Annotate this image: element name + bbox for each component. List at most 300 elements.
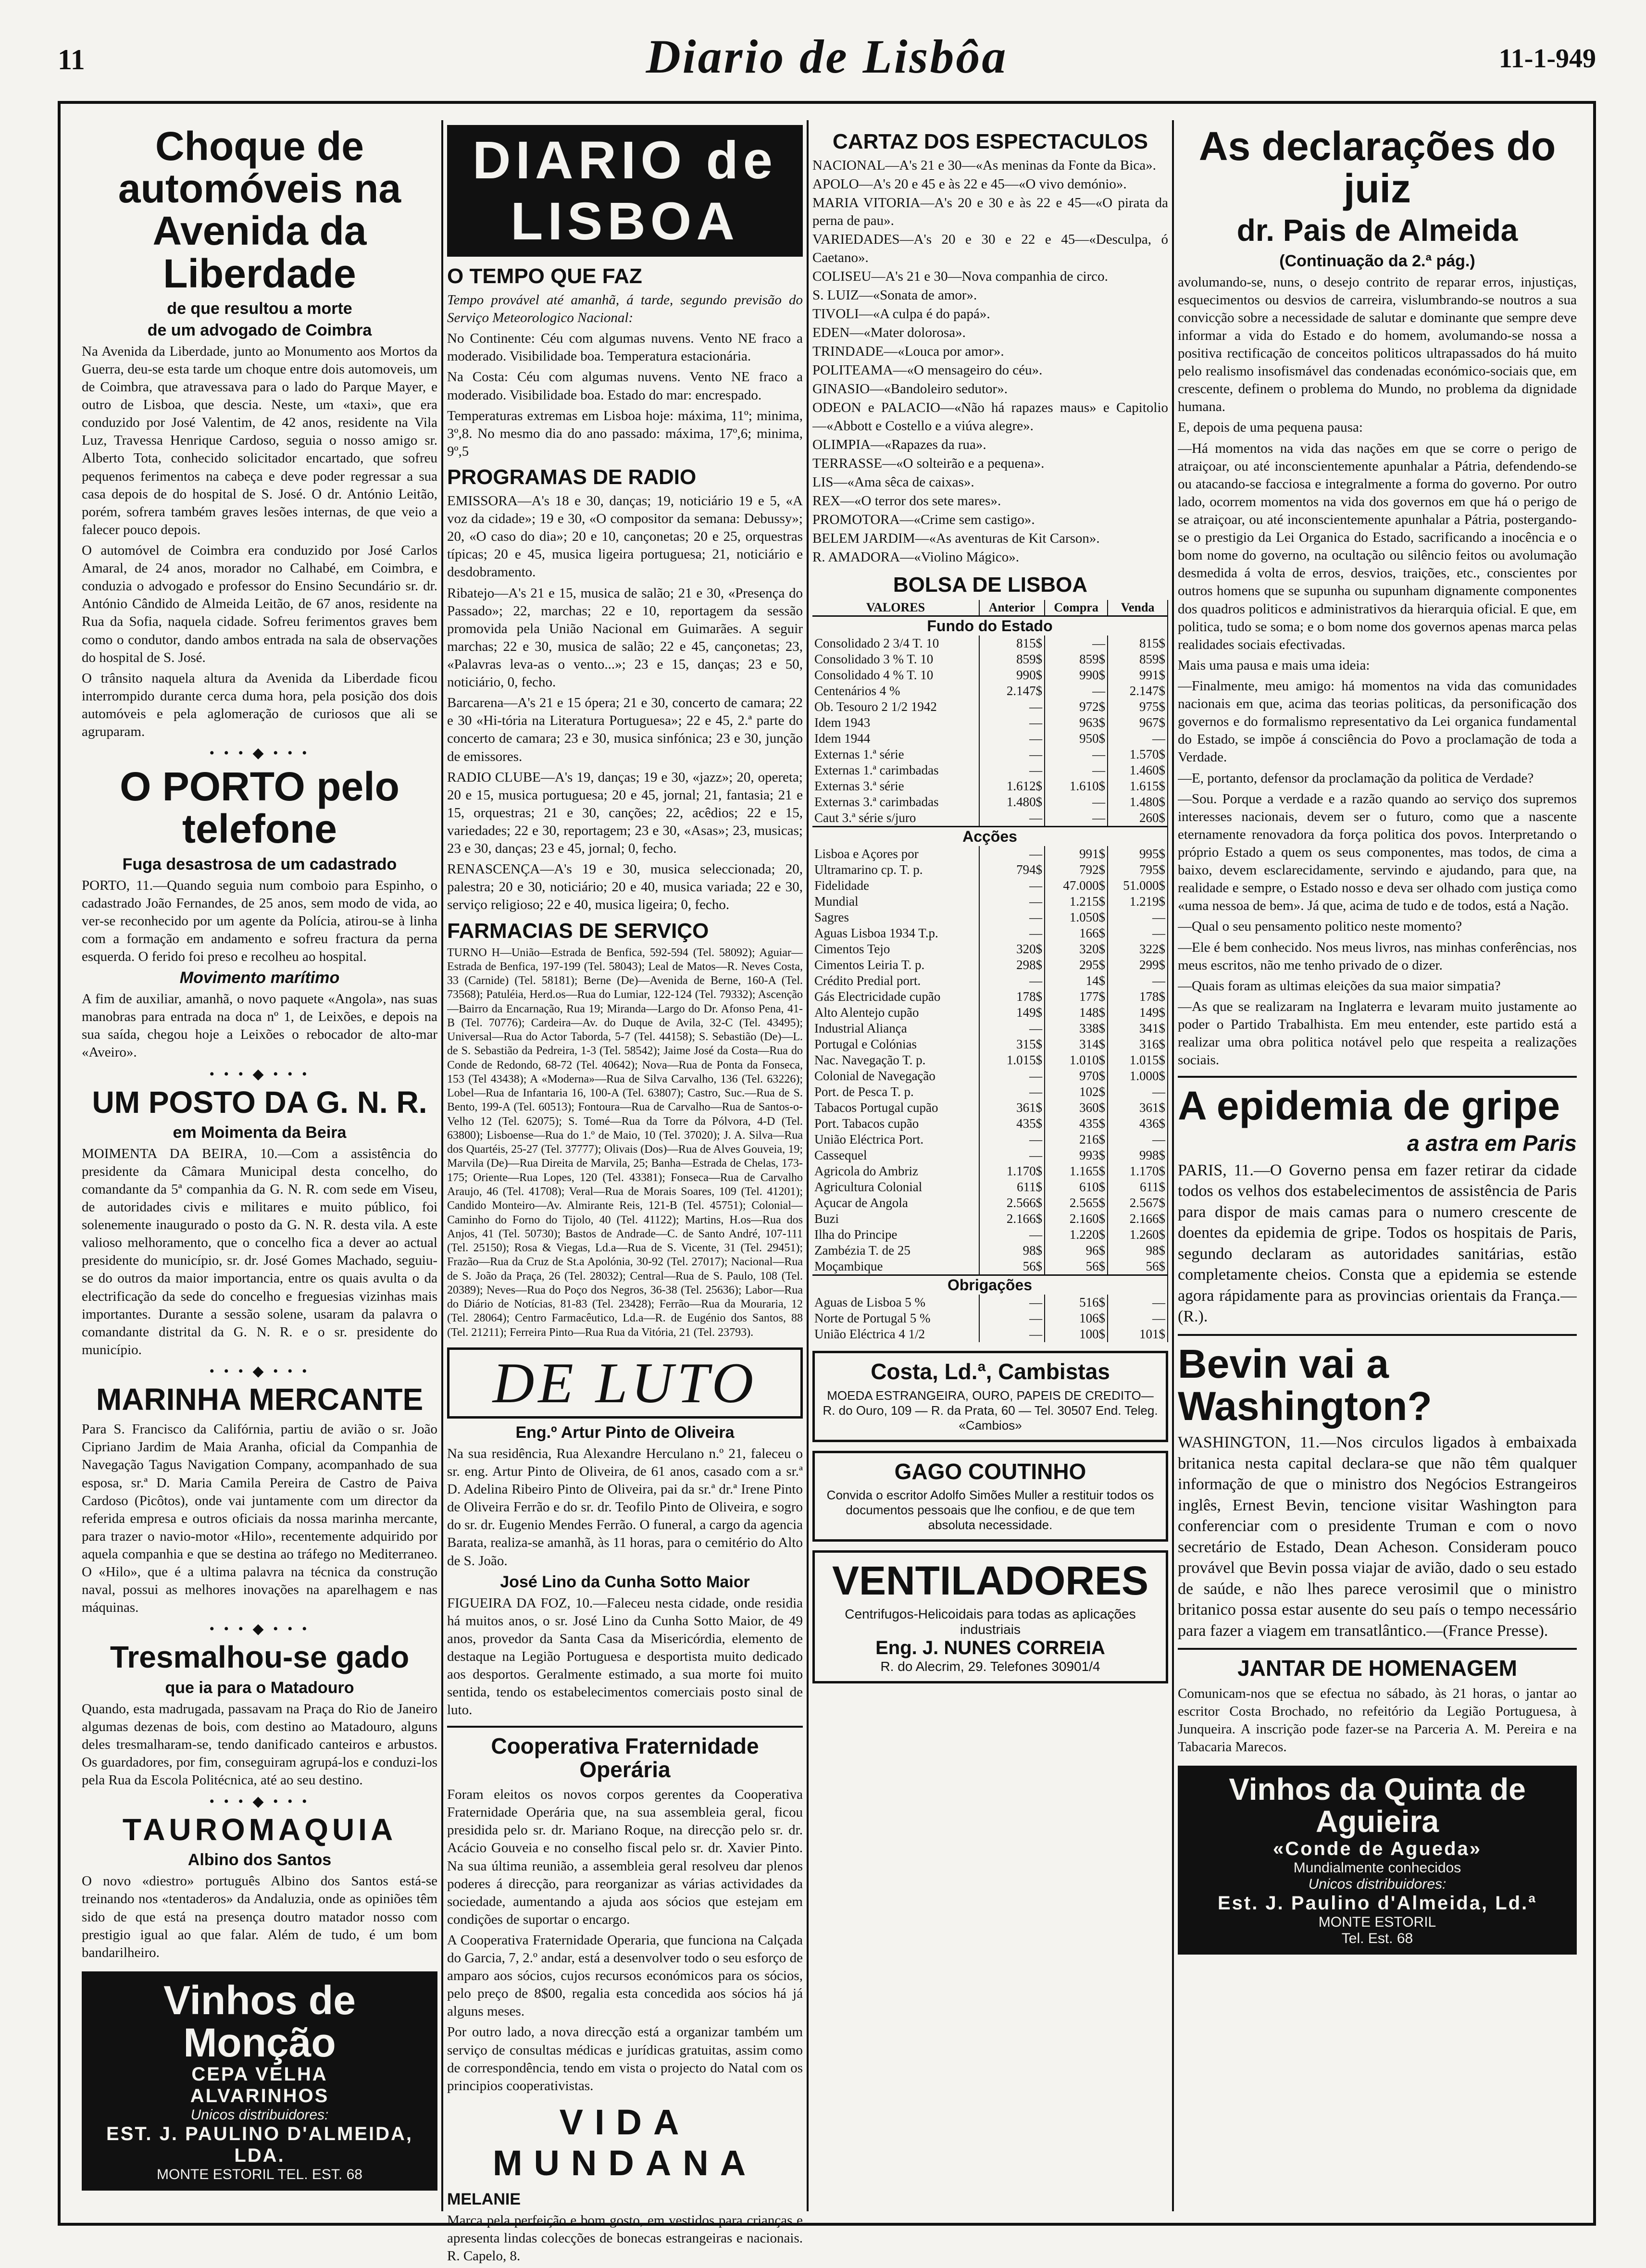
separator	[447, 1726, 803, 1728]
subheadline: de que resultou a morte	[167, 299, 352, 318]
article-paragraph: A Cooperativa Fraternidade Operaria, que funciona na Calçada do Garcia, 7, 2.º andar, está a desenvolver todo o seu esforço de amparo aos sócios, cujos recursos económicos para os sócios, pelo preço de 8$00, regalia esta concedida aos sócios há já alguns meses.	[447, 1932, 803, 2019]
table-row	[812, 1100, 1168, 1116]
list-item: REX—«O terror dos sete mares».	[812, 493, 1001, 509]
table-cell: 47.000$	[1045, 878, 1108, 894]
article-paragraph: Mais uma pausa e mais uma ideia:	[1178, 657, 1370, 673]
table-row	[812, 778, 1168, 794]
table-cell: 149$	[1108, 1005, 1168, 1021]
table-row	[812, 1195, 1168, 1211]
separator: • • • ◆ • • •	[209, 745, 310, 761]
table-cell: Aguas Lisboa 1934 T.p.	[812, 925, 979, 941]
separator: • • • ◆ • • •	[209, 1363, 310, 1380]
table-cell: —	[1108, 910, 1168, 925]
table-cell: —	[979, 810, 1045, 827]
table-cell: 14$	[1045, 973, 1108, 989]
article-paragraph: Foram eleitos os novos corpos gerentes da Cooperativa Fraternidade Operária que, na sua assembleia geral, ficou presidida pelo sr. dr. Mariano Roque, na direcção pelo sr. dr. Acácio Gouveia e no conselho fiscal pelo sr. dr. Xavier Pinto. Na sua última reunião, a assembleia geral resolveu dar plenos poderes á direcção, para reorganizar as várias actividades da sociedade, aumentando a ajuda aos sócios que estejam em condições de suportar o encargo.	[447, 1787, 803, 1927]
stock-table-body	[812, 616, 1168, 1343]
table-cell: 149$	[979, 1005, 1045, 1021]
headline-bevin: Bevin vai a Washington?	[1178, 1341, 1432, 1429]
subheadline: Albino dos Santos	[187, 1851, 332, 1869]
article-paragraph: EMISSORA—A's 18 e 30, danças; 19, noticiário 19 e 5, «A voz da cidade»; 19 e 30, «O compositor da semana: Debussy»; 20, «O caso do dia»; 20 e 10, cançonetas; 20 e 25, orquestras típicas; 20 e 45, musica ligeira portuguesa; 21, noticiário e desdobramento.	[447, 493, 803, 580]
article-paragraph: WASHINGTON, 11.—Nos circulos ligados à embaixada britanica nesta capital declara-se que não têm qualquer informação de que o ministro dos Negócios Estrangeiros inglês, Ernest Bevin, tencione visitar Washington para conferenciar com o presidente Truman e com o novo secretário de Estado, Dean Acheson. Consideram pouco provável que Bevin possa viajar de avião, dado o seu estado de saúde, e não lhes parece verosimil que o ministro britanico possa estar ausente do seu país o tempo necessário para fazer a viagem em transatlântico.—(France Presse).	[1178, 1433, 1577, 1640]
table-cell: 975$	[1108, 699, 1168, 715]
article-paragraph: O trânsito naquela altura da Avenida da Liberdade ficou interrompido durante cerca duma hora, pela posição dos dois automóveis e pela aglomeração de curiosos que ali se agruparam.	[82, 670, 437, 740]
table-cell: —	[979, 1310, 1045, 1326]
list-item: NACIONAL—A's 21 e 30—«As meninas da Fonte da Bica».	[812, 158, 1156, 173]
headline-gnr: UM POSTO DA G. N. R.	[92, 1084, 427, 1120]
subheadline: (Continuação da 2.ª pág.)	[1279, 251, 1475, 270]
table-cell: 1.612$	[979, 778, 1045, 794]
separator	[1178, 1334, 1577, 1336]
subheadline: José Lino da Cunha Sotto Maior	[500, 1572, 750, 1591]
list-item: TIVOLI—«A culpa é do papá».	[812, 306, 990, 322]
table-row	[812, 941, 1168, 957]
table-cell: —	[979, 925, 1045, 941]
table-row	[812, 794, 1168, 810]
list-item: GINASIO—«Bandoleiro sedutor».	[812, 381, 1008, 397]
table-cell: —	[1045, 810, 1108, 827]
section-title: CARTAZ DOS ESPECTACULOS	[833, 130, 1148, 153]
article-paragraph: PARIS, 11.—O Governo pensa em fazer retirar da cidade todos os velhos dos estabelecimentos de assistência de Paris para dispor de mais camas para o numero crescente de doentes da epidemia de gripe. Todos os hospitais de Paris, segundo declaram as autoridades sanitárias, estão completamente cheios. Consta que a epidemia se estende agora rápidamente para as provincias orientais da França.—(R.).	[1178, 1161, 1577, 1326]
masthead	[58, 29, 1596, 101]
list-item: TRINDADE—«Louca por amor».	[812, 344, 1004, 360]
stock-table	[812, 600, 1168, 1342]
subheadline: Fuga desastrosa de um cadastrado	[122, 855, 397, 873]
table-cell: 516$	[1045, 1295, 1108, 1310]
table-header: Anterior	[979, 600, 1045, 616]
table-cell: 178$	[979, 989, 1045, 1005]
table-cell: 1.480$	[1108, 794, 1168, 810]
table-cell: Fidelidade	[812, 878, 979, 894]
table-row	[812, 1052, 1168, 1068]
table-cell: 314$	[1045, 1036, 1108, 1052]
table-row	[812, 1259, 1168, 1275]
ad-line: ALVARINHOS	[190, 2085, 329, 2107]
ad-title: Vinhos da Quinta de Aguieira	[1229, 1772, 1526, 1839]
table-cell: 102$	[1045, 1084, 1108, 1100]
list-item: LIS—«Ama sêca de caixas».	[812, 474, 974, 490]
separator: • • • ◆ • • •	[209, 1621, 310, 1637]
subheadline: de um advogado de Coimbra	[147, 321, 372, 339]
table-cell: Consolidado 3 % T. 10	[812, 651, 979, 667]
table-cell: Externas 1.ª carimbadas	[812, 762, 979, 778]
table-cell: —	[1108, 731, 1168, 747]
headline-automoveis: Choque de automóveis na Avenida da Liberdade	[118, 125, 401, 296]
table-row	[812, 894, 1168, 910]
table-cell: 341$	[1108, 1021, 1168, 1036]
table-cell: Agricola do Ambriz	[812, 1163, 979, 1179]
subheadline: a astra em Paris	[1407, 1131, 1577, 1156]
table-cell: 260$	[1108, 810, 1168, 827]
table-cell: 56$	[1108, 1259, 1168, 1275]
table-cell: Cimentos Tejo	[812, 941, 979, 957]
table-cell: —	[979, 1295, 1045, 1310]
table-row	[812, 846, 1168, 862]
table-cell: Externas 1.ª série	[812, 747, 979, 762]
list-item: PROMOTORA—«Crime sem castigo».	[812, 512, 1035, 528]
table-row	[812, 1310, 1168, 1326]
advert-vinhos-moncao	[82, 1971, 437, 2191]
table-row	[812, 1021, 1168, 1036]
table-cell: —	[979, 910, 1045, 925]
article-paragraph: RENASCENÇA—A's 19 e 30, musica seleccionada; 20, palestra; 20 e 30, noticiário; 20 e 40, musica variada; 22 e 30, serviço religioso; 22 e 40, musica ligeira; 0, fecho.	[447, 861, 803, 913]
ad-title: Vinhos de Monção	[163, 1977, 356, 2066]
table-cell: 1.165$	[1045, 1163, 1108, 1179]
headline-porto: O PORTO pelo telefone	[120, 764, 399, 852]
ad-line: Mundialmente conhecidos	[1293, 1859, 1461, 1876]
table-cell: —	[1108, 1295, 1168, 1310]
table-cell: 435$	[979, 1116, 1045, 1132]
table-header: Venda	[1108, 600, 1168, 616]
list-item: TERRASSE—«O solteirão e a pequena».	[812, 455, 1045, 471]
column-4	[1178, 125, 1577, 1955]
headline-declaracoes: As declarações do juiz	[1198, 125, 1556, 212]
table-cell: Ob. Tesouro 2 1/2 1942	[812, 699, 979, 715]
table-cell: 1.000$	[1108, 1068, 1168, 1084]
subheadline: Eng.º Artur Pinto de Oliveira	[515, 1423, 735, 1442]
table-cell: —	[1108, 1084, 1168, 1100]
article-paragraph: No Continente: Céu com algumas nuvens. Vento NE fraco a moderado. Visibilidade boa. Temperatura estacionária.	[447, 331, 803, 364]
list-item: BELEM JARDIM—«As aventuras de Kit Carson».	[812, 531, 1100, 547]
table-cell: —	[979, 894, 1045, 910]
table-section-title: Obrigações	[812, 1275, 1168, 1295]
article-paragraph: Quando, esta madrugada, passavam na Praça do Rio de Janeiro algumas dezenas de bois, com destino ao Matadouro, alguns deles tresmalharam-se, tendo danificado canteiros e arbustos. Os guardadores, por fim, conseguiram agrupá-los e conduzi-los pela Rua da Escola Politécnica, até ao seu destino.	[82, 1701, 437, 1788]
table-cell: —	[1045, 747, 1108, 762]
table-cell: Nac. Navegação T. p.	[812, 1052, 979, 1068]
table-row	[812, 699, 1168, 715]
ad-line: Centrifugos-Helicoidais para todas as aplicações industriais	[845, 1607, 1136, 1637]
table-cell: 1.010$	[1045, 1052, 1108, 1068]
article-paragraph: —Há momentos na vida das nações em que se corre o perigo de atraiçoar, ou até inconscientemente apunhalar a Pátria, defendendo-se ou atacando-se facciosa e integralmente a forma do governo. Por outro lado, ocorrem momentos na vida dos governos em que há o perigo de se atraiçoar, ou até inconscientemente apunhalar a Pátria, postergando-se o prestigio da Lei Organica do Estado, sacrificando a inocência e o bom nome do governo, na ocultação ou silêncio feitos ou avolumação desmedida á volta de erros, desvios, traições, etc., conscientes por outros homens que se supunha ou supunham dignamente componentes dos quadros politicos e administrativos da hierarquia oficial. E que, em politica, tudo se soma; e o bom nome dos governos apenas marca pelas realidades sociais efectivadas.	[1178, 440, 1577, 652]
table-cell: —	[979, 762, 1045, 778]
table-cell: Externas 3.ª série	[812, 778, 979, 794]
section-title: PROGRAMAS DE RADIO	[447, 465, 697, 489]
table-cell: 611$	[979, 1179, 1045, 1195]
table-cell: 98$	[1108, 1243, 1168, 1259]
article-paragraph: —Ele é bem conhecido. Nos meus livros, nas minhas conferências, nos meus escritos, não me tenho privado de o dizer.	[1178, 939, 1577, 973]
table-cell: 299$	[1108, 957, 1168, 973]
table-cell: —	[979, 1021, 1045, 1036]
table-row	[812, 731, 1168, 747]
ad-line: MOEDA ESTRANGEIRA, OURO, PAPEIS DE CREDITO—R. do Ouro, 109 — R. da Prata, 60 — Tel. 30507 End. Teleg. «Cambios»	[823, 1388, 1158, 1433]
table-cell: —	[979, 1326, 1045, 1342]
headline-declaracoes-2: dr. Pais de Almeida	[1236, 213, 1518, 248]
table-cell: 991$	[1108, 667, 1168, 683]
article-paragraph: avolumando-se, nuns, o desejo contrito de reparar erros, injustiças, esquecimentos ou desvios de carreira, vislumbrando-se noutros a sua convicção sobre a necessidade de salutar e dominante que sempre deve informar a vida do Estado e do homem, avolumando-se nossa a positiva rectificação de conceitos politicos ultrapassados do há muito pelo realismo insofismável das condenadas económico-sociais que, em crescente, definem o problema do Mundo, no problema da dignidade humana.	[1178, 274, 1577, 415]
section-title: FARMACIAS DE SERVIÇO	[447, 919, 709, 943]
section-title-luto: DE LUTO	[447, 1347, 803, 1419]
table-cell: 967$	[1108, 715, 1168, 731]
table-cell: Crédito Predial port.	[812, 973, 979, 989]
table-cell: 995$	[1108, 846, 1168, 862]
table-cell: 950$	[1045, 731, 1108, 747]
article-paragraph: PORTO, 11.—Quando seguia num comboio para Espinho, o cadastrado João Fernandes, de 25 anos, sem modo de vida, ao ver-se reconhecido por um agente da Polícia, atirou-se à linha com a formação em andamento e sofreu fractura da perna esquerda. O ferido foi preso e recolheu ao hospital.	[82, 877, 437, 964]
table-cell: União Eléctrica 4 1/2	[812, 1326, 979, 1342]
spectacles-list	[812, 157, 1168, 566]
table-row	[812, 1295, 1168, 1310]
table-cell: 963$	[1045, 715, 1108, 731]
article-paragraph: Para S. Francisco da Califórnia, partiu de avião o sr. João Cipriano Jardim de Maia Aranha, oficial da Companhia de Navegação Tagus Navigation Company, acompanhado de sua esposa, sr.ª D. Maria Camila Pereira de Castro de Paiva Cardoso (Picôtos), onde vai juntamente com um director da referida empresa e outros oficiais da nossa marinha mercante, para trazer o navio-motor «Hilo», recentemente adquirido por aquela companhia e que se destina ao tráfego no Mediterraneo. O «Hilo», que é a ultima palavra na técnica da construção naval, possui as melhores inovações na aparelhagem e nas máquinas.	[82, 1421, 437, 1616]
column-3	[812, 125, 1168, 1683]
table-row	[812, 973, 1168, 989]
article-paragraph: FIGUEIRA DA FOZ, 10.—Faleceu nesta cidade, onde residia há muitos anos, o sr. José Lino da Cunha Sotto Maior, de 49 anos, provedor da Santa Casa da Misericórdia, elemento de destaque na Legião Portuguesa e desportista muito dedicado aos desportos. Geralmente estimado, a sua morte foi muito sentida, tendo os estabelecimentos comerciais posto sinal de luto.	[447, 1595, 803, 1718]
table-cell: 991$	[1045, 846, 1108, 862]
headline-jantar: JANTAR DE HOMENAGEM	[1237, 1656, 1517, 1681]
table-cell: 295$	[1045, 957, 1108, 973]
table-cell: 1.220$	[1045, 1227, 1108, 1243]
table-cell: União Eléctrica Port.	[812, 1132, 979, 1147]
headline-epidemia: A epidemia de gripe	[1178, 1083, 1560, 1129]
table-cell: Sagres	[812, 910, 979, 925]
table-cell: 100$	[1045, 1326, 1108, 1342]
list-item: COLISEU—A's 21 e 30—Nova companhia de circo.	[812, 268, 1108, 284]
ad-line: CEPA VELHA	[191, 2064, 328, 2085]
table-row	[812, 1227, 1168, 1243]
table-cell: 1.215$	[1045, 894, 1108, 910]
ad-line: MONTE ESTORIL	[1318, 1914, 1436, 1930]
article-paragraph: Ribatejo—A's 21 e 15, musica de salão; 21 e 30, «Presença do Passado»; 22, marchas; 22 e 10, reportagem da sessão promovida pela União Nacional em Guimarães. A seguir marchas; 22 e 30, musica de salão; 22 e 45, cançonetas; 23, «Palavras leva-as o vento...»; 23 e 15, danças; 23 e 50, noticiário, 0, fecho.	[447, 585, 803, 690]
list-item: VARIEDADES—A's 20 e 30 e 22 e 45—«Desculpa, ó Caetano».	[812, 232, 1168, 265]
article-paragraph: Na sua residência, Rua Alexandre Herculano n.º 21, faleceu o sr. eng. Artur Pinto de Oliveira, de 61 anos, casado com a sr.ª D. Adelina Ribeiro Pinto de Oliveira, pai da sr.ª dr.ª Irene Pinto de Oliveira Ferrão e do sr. dr. Teofilo Pinto de Oliveira, e sogro do sr. dr. Eugenio Mendes Ferrão. O funeral, a cargo da agencia Barata, realiza-se amanhã, às 11 horas, para o cemitério do Alto de S. João.	[447, 1446, 803, 1569]
headline-marinha: MARINHA MERCANTE	[96, 1382, 424, 1417]
table-cell: 56$	[1045, 1259, 1108, 1275]
article-paragraph: —Sou. Porque a verdade e a razão quando ao serviço dos supremos interesses nacionais, devem ser o futuro, como que a nascente eternamente renovadora da força politica dos povos. Interpretando o próprio Estado a quem os seus componentes, mas todos, de cima a baixo, devem esclarecidamente, servindo e ajudando, para que, na realidade e sempre, o Estado nosso e deva ser olhado com justiça como «uma nessoa de bem». Já que, acima de tudo e de todos, está a Nação.	[1178, 791, 1577, 914]
table-cell: 2.566$	[979, 1195, 1045, 1211]
table-row	[812, 636, 1168, 651]
table-cell: —	[1045, 762, 1108, 778]
table-cell: 859$	[1108, 651, 1168, 667]
diario-de-lisboa-logo: DIARIO de LISBOA	[447, 125, 803, 257]
table-cell: 2.565$	[1045, 1195, 1108, 1211]
page-number: 11	[58, 44, 85, 75]
table-cell: 2.567$	[1108, 1195, 1168, 1211]
table-row	[812, 747, 1168, 762]
ad-line: R. do Alecrim, 29. Telefones 30901/4	[880, 1659, 1100, 1674]
table-cell: Port. de Pesca T. p.	[812, 1084, 979, 1100]
table-row	[812, 925, 1168, 941]
table-row	[812, 989, 1168, 1005]
table-cell: 610$	[1045, 1179, 1108, 1195]
table-cell: 2.160$	[1045, 1211, 1108, 1227]
table-row	[812, 1179, 1168, 1195]
column-1	[82, 125, 437, 2191]
table-cell: 795$	[1108, 862, 1168, 878]
table-cell: 859$	[979, 651, 1045, 667]
article-paragraph: MOIMENTA DA BEIRA, 10.—Com a assistência do presidente da Câmara Municipal desta concelho, do comandante da 5ª companhia da G. N. R. com sede em Viseu, de autoridades civis e militares e muito público, foi solenemente inaugurado o posto da G. N. R. desta vila. A este valioso melhoramento, que o concelho fica a dever ao actual presidente do município, sr. dr. José Gomes Machado, seguiu-se do outros da maior importancia, entre os quais avulta o da electrificação da sede do concelho e freguesias vizinhas mais importantes. Durante a sessão solene, usaram da palavra o comandante distrital da G. N. R. e o sr. presidente do município.	[82, 1146, 437, 1358]
ad-title: Costa, Ld.ª, Cambistas	[871, 1359, 1110, 1384]
table-cell: 1.570$	[1108, 747, 1168, 762]
ad-line: «Conde de Agueda»	[1272, 1838, 1482, 1859]
table-cell: —	[1108, 1310, 1168, 1326]
table-cell: 101$	[1108, 1326, 1168, 1342]
table-cell: —	[979, 715, 1045, 731]
list-item: APOLO—A's 20 e 45 e às 22 e 45—«O vivo demónio».	[812, 176, 1127, 192]
article-paragraph: O novo «diestro» português Albino dos Santos está-se treinando nos «tentaderos» da Andaluzia, onde as opiniões têm sido de que está na presença doutro matador nosso com prestigio igual ao que falar. Além de tudo, é um bom bandarilheiro.	[82, 1873, 437, 1960]
table-cell: 1.015$	[1108, 1052, 1168, 1068]
article-paragraph: TURNO H—União—Estrada de Benfica, 592-594 (Tel. 58092); Aguiar—Estrada de Benfica, 197-199 (Tel. 58043); Leal de Matos—R. Neves Costa, 33 (Carnide) (Tel. 58181); Berne (De)—Avenida de Berne, 160-A (Tel. 73568); Patuléia, Herd.os—Rua do Lumiar, 122-124 (Tel. 79332); Ascenção—Bairro da Encarnação, Rua 19; Miranda—Largo do Dr. Afonso Pena, 41-B (Tel. 70776); Cardeira—Av. do Duque de Avila, 32-C (Tel. 43495); Universal—Rua do Actor Taborda, 5-7 (Tel. 44158); S. Sebastião (De)—L. de S. Sebastião da Pedreira, 1-3 (Tel. 58542); Jaime José da Costa—Rua do Conde de Redondo, 68-72 (Tel. 40642); Nova—Rua de Ponta da Fonseca, 153 (Tel 43438); A «Moderna»—Rua de Silva Carvalho, 136 (Tel. 63226); Lobel—Rua de Infantaria 16, 100-A (Tel. 63807); Castro, Suc.—Rua de S. Bento, 199-A (Tel. 60513); Fontoura—Rua de Carvalho—Rua de Santos-o-Velho 12 (Tel. 62075); S. Tomé—Rua da Torre da Pólvora, 4-D (Tel. 63800); Lisboense—Rua do 1.º de Maio, 10 (Tel. 37020); J. A. Silva—Rua dos Quartéis, 25-27 (Tel. 37777); Olivais (Dos)—Rua de Alves Gouveia, 19; Marvila (De)—Rua Direita de Marvila, 25; Banha—Estrada de Chelas, 173-175; Oriente—Rua Lopes, 120 (Tel. 43381); Fonseca—Rua de Carvalho Araujo, 46 (Tel. 41708); Veral—Rua de Morais Soares, 109 (Tel. 41201); Candido Monteiro—Av. Almirante Reis, 121-B (Tel. 45751); Colonial—Caminho do Forno do Tijolo, 40 (Tel. 41122); Martins, H.os—Rua dos Anjos, 41 (Tel. 50730); Bastos de Andrade—C. de Santo André, 107-111 (Tel. 25150); Rosa & Viegas, Ld.a—Rua de S. Vicente, 31 (Tel. 29451); Frazão—Rua da Cruz de St.a Apolónia, 30-92 (Tel. 27017); Nacional—Rua de S. João da Praça, 26 (Tel. 28032); Central—Rua de S. Paulo, 108 (Tel. 20389); Neves—Rua do Poço dos Negros, 36-38 (Tel. 25636); Labor—Rua do Diário de Notícias, 81-83 (Tel. 23428); Ferrão—Rua da Mouraria, 12 (Tel. 28064); Centro Farmacêutico, Ld.a—R. de Eugénio dos Santos, 88 (Tel. 21211); Ferreira Pinto—Rua Rua da Vitória, 21 (Tel. 23793).	[447, 946, 803, 1339]
table-cell: —	[1108, 973, 1168, 989]
table-cell: 436$	[1108, 1116, 1168, 1132]
article-paragraph: —Qual o seu pensamento politico neste momento?	[1178, 919, 1462, 935]
article-paragraph: Barcarena—A's 21 e 15 ópera; 21 e 30, concerto de camara; 22 e 30 «Hi-tória na Literatura Portuguesa»; 22 e 45, 2.ª parte do concerto de camara; 23 e 30, musica sinfónica; 23 e 30, junção de emissores.	[447, 695, 803, 764]
table-cell: 98$	[979, 1243, 1045, 1259]
table-cell: —	[979, 1084, 1045, 1100]
table-cell: Alto Alentejo cupão	[812, 1005, 979, 1021]
separator: • • • ◆ • • •	[209, 1066, 310, 1082]
table-cell: 106$	[1045, 1310, 1108, 1326]
table-row	[812, 862, 1168, 878]
advert-quinta-aguieira	[1178, 1766, 1577, 1954]
headline-gado: Tresmalhou-se gado	[110, 1640, 410, 1675]
advert-costa-cambistas	[812, 1351, 1168, 1442]
table-cell: —	[979, 878, 1045, 894]
separator	[1178, 1648, 1577, 1650]
ad-line: Unicos distribuidores:	[190, 2107, 329, 2123]
table-cell: 2.166$	[979, 1211, 1045, 1227]
separator	[1178, 1076, 1577, 1078]
table-row	[812, 683, 1168, 699]
ad-line: EST. J. PAULINO D'ALMEIDA, LDA.	[106, 2123, 413, 2167]
table-cell: Centenários 4 %	[812, 683, 979, 699]
ad-line: Tel. Est. 68	[1341, 1930, 1413, 1946]
table-cell: —	[1045, 636, 1108, 651]
table-cell: —	[979, 973, 1045, 989]
table-cell: 315$	[979, 1036, 1045, 1052]
table-cell: Açucar de Angola	[812, 1195, 979, 1211]
table-cell: Zambézia T. de 25	[812, 1243, 979, 1259]
table-row	[812, 1243, 1168, 1259]
list-item: EDEN—«Mater dolorosa».	[812, 324, 966, 340]
advert-gago-coutinho	[812, 1451, 1168, 1542]
separator: • • • ◆ • • •	[209, 1794, 310, 1810]
table-cell: Externas 3.ª carimbadas	[812, 794, 979, 810]
table-cell: Caut 3.ª série s/juro	[812, 810, 979, 827]
article-paragraph: Temperaturas extremas em Lisboa hoje: máxima, 11º; minima, 3º,8. No mesmo dia do ano passado: máxima, 17º,6; minima, 9º,5	[447, 408, 803, 459]
table-row	[812, 910, 1168, 925]
table-cell: —	[979, 846, 1045, 862]
table-row	[812, 1084, 1168, 1100]
table-cell: 322$	[1108, 941, 1168, 957]
ad-title: VENTILADORES	[832, 1558, 1149, 1603]
table-row	[812, 1132, 1168, 1147]
list-item: MARIA VITORIA—A's 20 e 30 e às 22 e 45—«O pirata da perna de pau».	[812, 195, 1168, 229]
table-cell: 361$	[979, 1100, 1045, 1116]
table-cell: Cimentos Leiria T. p.	[812, 957, 979, 973]
table-cell: 794$	[979, 862, 1045, 878]
table-cell: 1.480$	[979, 794, 1045, 810]
article-paragraph: Na Avenida da Liberdade, junto ao Monumento aos Mortos da Guerra, deu-se esta tarde um choque entre dois automoveis, um de Coimbra, que atravessava para o lado do Parque Mayer, e outro de Lisboa, que descia. Neste, um «taxi», que era conduzido por José Valentim, de 42 anos, residente na Vila Luz, Travessa Henrique Cardoso, seguia o nosso amigo sr. Alberto Tota, conhecido solicitador encartado, que sofreu pequenos ferimentos na cabeça e deve poder regressar a sua casa depois de do hospital de S. José. O dr. António Leitão, porém, sofrera também graves lesões internas, de que veio a falecer pouco depois.	[82, 343, 437, 537]
table-cell: 990$	[1045, 667, 1108, 683]
article-paragraph: Tempo provável até amanhã, á tarde, segundo previsão do Serviço Meteorologico Nacional:	[447, 292, 803, 326]
table-cell: 998$	[1108, 1147, 1168, 1163]
table-cell: 166$	[1045, 925, 1108, 941]
table-cell: 1.015$	[979, 1052, 1045, 1068]
list-item: S. LUIZ—«Sonata de amor».	[812, 287, 977, 303]
table-cell: Idem 1944	[812, 731, 979, 747]
table-cell: 815$	[979, 636, 1045, 651]
subheadline: que ia para o Matadouro	[165, 1678, 354, 1697]
headline-tauromaquia: TAUROMAQUIA	[122, 1812, 397, 1847]
table-cell: Portugal e Colónias	[812, 1036, 979, 1052]
table-cell: —	[1108, 1132, 1168, 1147]
table-cell: 2.147$	[1108, 683, 1168, 699]
table-cell: Colonial de Navegação	[812, 1068, 979, 1084]
article-paragraph: E, depois de uma pequena pausa:	[1178, 420, 1363, 436]
table-cell: 1.615$	[1108, 778, 1168, 794]
ad-line: Eng. J. NUNES CORREIA	[875, 1637, 1105, 1659]
table-cell: 1.460$	[1108, 762, 1168, 778]
table-cell: 177$	[1045, 989, 1108, 1005]
table-cell: 792$	[1045, 862, 1108, 878]
table-cell: Idem 1943	[812, 715, 979, 731]
table-cell: —	[1045, 683, 1108, 699]
table-cell: Cassequel	[812, 1147, 979, 1163]
table-cell: —	[979, 747, 1045, 762]
table-cell: 970$	[1045, 1068, 1108, 1084]
table-row	[812, 1036, 1168, 1052]
table-cell: 1.260$	[1108, 1227, 1168, 1243]
table-row	[812, 878, 1168, 894]
ad-line: Convida o escritor Adolfo Simões Muller a restituir todos os documentos pessoais que lhe confiou, e de que tem absoluta necessidade.	[826, 1488, 1154, 1532]
article-paragraph: —Quais foram as ultimas eleições da sua maior simpatia?	[1178, 978, 1501, 994]
list-item: R. AMADORA—«Violino Mágico».	[812, 549, 1020, 565]
table-cell: 1.050$	[1045, 910, 1108, 925]
article-paragraph: —Finalmente, meu amigo: há momentos na vida das comunidades nacionais em que, acima das teorias politicas, da personificação dos governos e do formalismo representativo da Lei organica fundamental do Estado, se impõe á consciência do Povo a proclamação de toda a Verdade.	[1178, 678, 1577, 765]
column-divider	[441, 120, 443, 2211]
table-cell: Consolidado 4 % T. 10	[812, 667, 979, 683]
table-cell: Agricultura Colonial	[812, 1179, 979, 1195]
table-cell: Aguas de Lisboa 5 %	[812, 1295, 979, 1310]
table-section-title: Fundo do Estado	[812, 616, 1168, 636]
table-cell: 360$	[1045, 1100, 1108, 1116]
table-cell: 611$	[1108, 1179, 1168, 1195]
table-cell: —	[979, 699, 1045, 715]
table-cell: 1.170$	[979, 1163, 1045, 1179]
table-cell: —	[979, 1068, 1045, 1084]
table-cell: 320$	[1045, 941, 1108, 957]
table-cell: Buzi	[812, 1211, 979, 1227]
masthead-title: Diario de Lisbôa	[646, 30, 1008, 83]
table-row	[812, 957, 1168, 973]
table-cell: Norte de Portugal 5 %	[812, 1310, 979, 1326]
article-paragraph: Comunicam-nos que se efectua no sábado, às 21 horas, o jantar ao escritor Costa Brochado, no refeitório da Legião Portuguesa, à Junqueira. A inscrição pode fazer-se na Parceria A. M. Pereira e na Tabacaria Marecos.	[1178, 1685, 1577, 1755]
list-item: OLIMPIA—«Rapazes da rua».	[812, 436, 986, 452]
ad-line: Est. J. Paulino d'Almeida, Ld.ª	[1217, 1892, 1537, 1914]
subheadline: Movimento marítimo	[179, 969, 340, 987]
table-cell: Mundial	[812, 894, 979, 910]
table-cell: 316$	[1108, 1036, 1168, 1052]
table-cell: 361$	[1108, 1100, 1168, 1116]
issue-date: 11-1-949	[1498, 44, 1596, 74]
article-paragraph: Por outro lado, a nova direcção está a organizar também um serviço de consultas médicas e jurídicas gratuitas, assim como de correspondência, tendo em vista o projecto do Natal com os principios cooperativistas.	[447, 2024, 803, 2094]
table-cell: 1.610$	[1045, 778, 1108, 794]
list-item: POLITEAMA—«O mensageiro do céu».	[812, 362, 1043, 378]
table-cell: 2.147$	[979, 683, 1045, 699]
table-cell: —	[979, 1132, 1045, 1147]
list-item: ODEON e PALACIO—«Não há rapazes maus» e Capitolio—«Abbott e Costello e a viúva alegre».	[812, 400, 1168, 434]
table-row	[812, 715, 1168, 731]
table-cell: Tabacos Portugal cupão	[812, 1100, 979, 1116]
headline-cooperativa: Cooperativa Fraternidade Operária	[491, 1733, 759, 1782]
table-cell: 990$	[979, 667, 1045, 683]
article-paragraph: Marca pela perfeição e bom gosto, em vestidos para crianças e apresenta lindas colecções de bonecas estrangeiras e nacionais. R. Capelo, 8.	[447, 2212, 803, 2264]
table-row	[812, 651, 1168, 667]
table-cell: 338$	[1045, 1021, 1108, 1036]
table-cell: —	[979, 731, 1045, 747]
table-header: VALORES	[812, 600, 979, 616]
ad-line: MONTE ESTORIL TEL. EST. 68	[157, 2167, 362, 2183]
table-cell: Lisboa e Açores por	[812, 846, 979, 862]
